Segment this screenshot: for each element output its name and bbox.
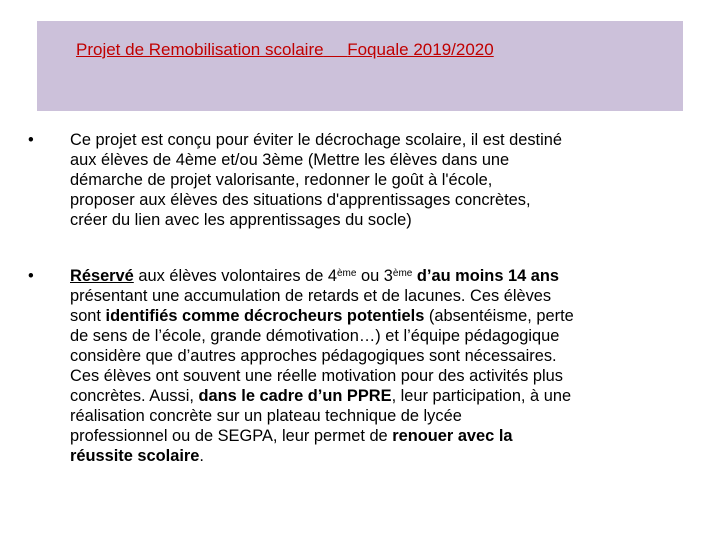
text-run: , leur participation, à une	[391, 387, 572, 405]
bullet-1-line: proposer aux élèves des situations d'apprentissages concrètes,	[70, 191, 531, 209]
bullet-1-line: Ce projet est conçu pour éviter le décrochage scolaire, il est destiné	[70, 131, 562, 149]
reserve-keyword: Réservé	[70, 267, 134, 285]
bullet-1-line: démarche de projet valorisante, redonner le goût à l'école,	[70, 171, 493, 189]
bullet-dot-icon: •	[28, 267, 34, 285]
text-run: professionnel ou de SEGPA, leur permet de	[70, 427, 393, 445]
age-requirement: d’au moins 14 ans	[412, 267, 560, 285]
bullet-item-2	[28, 266, 712, 466]
bullet-2-line: de sens de l’école, grande démotivation…) et l’équipe pédagogique	[70, 327, 560, 345]
text-run: ou 3	[356, 267, 393, 285]
page-title	[76, 40, 494, 60]
bullet-1-text	[70, 130, 710, 230]
ppre-keyword: dans le cadre d’un PPRE	[198, 387, 392, 405]
bullet-2-line	[70, 446, 710, 466]
bullet-2-line	[70, 386, 710, 406]
text-run: .	[199, 447, 204, 465]
superscript: ème	[392, 268, 413, 279]
bullet-2-line: Ces élèves ont souvent une réelle motivation pour des activités plus	[70, 367, 563, 385]
bullet-2-text	[70, 266, 710, 466]
bullet-1-line: aux élèves de 4ème et/ou 3ème (Mettre les élèves dans une	[70, 151, 510, 169]
text-run: (absentéisme, perte	[424, 307, 574, 325]
superscript: ème	[336, 268, 357, 279]
bullet-2-line	[70, 266, 710, 286]
title-gap	[324, 40, 348, 59]
bullet-2-line: considère que d’autres approches pédagogiques sont nécessaires.	[70, 347, 557, 365]
text-run: aux élèves volontaires de 4	[133, 267, 337, 285]
reussite-keyword: réussite scolaire	[70, 447, 200, 465]
text-run: sont	[70, 307, 106, 325]
renouer-keyword: renouer avec la	[392, 427, 513, 445]
title-right: Foquale 2019/2020	[347, 40, 494, 59]
text-run: concrètes. Aussi,	[70, 387, 199, 405]
title-band	[37, 21, 683, 111]
bullet-2-line	[70, 426, 710, 446]
bullet-item-1	[28, 130, 712, 230]
bullet-2-line	[70, 306, 710, 326]
bullet-dot-icon: •	[28, 131, 34, 149]
bullet-2-line: présentant une accumulation de retards et de lacunes. Ces élèves	[70, 287, 552, 305]
title-left: Projet de Remobilisation scolaire	[76, 40, 324, 59]
bullet-2-line: réalisation concrète sur un plateau technique de lycée	[70, 407, 462, 425]
bullet-1-line: créer du lien avec les apprentissages du socle)	[70, 211, 412, 229]
identified-keyword: identifiés comme décrocheurs potentiels	[105, 307, 425, 325]
